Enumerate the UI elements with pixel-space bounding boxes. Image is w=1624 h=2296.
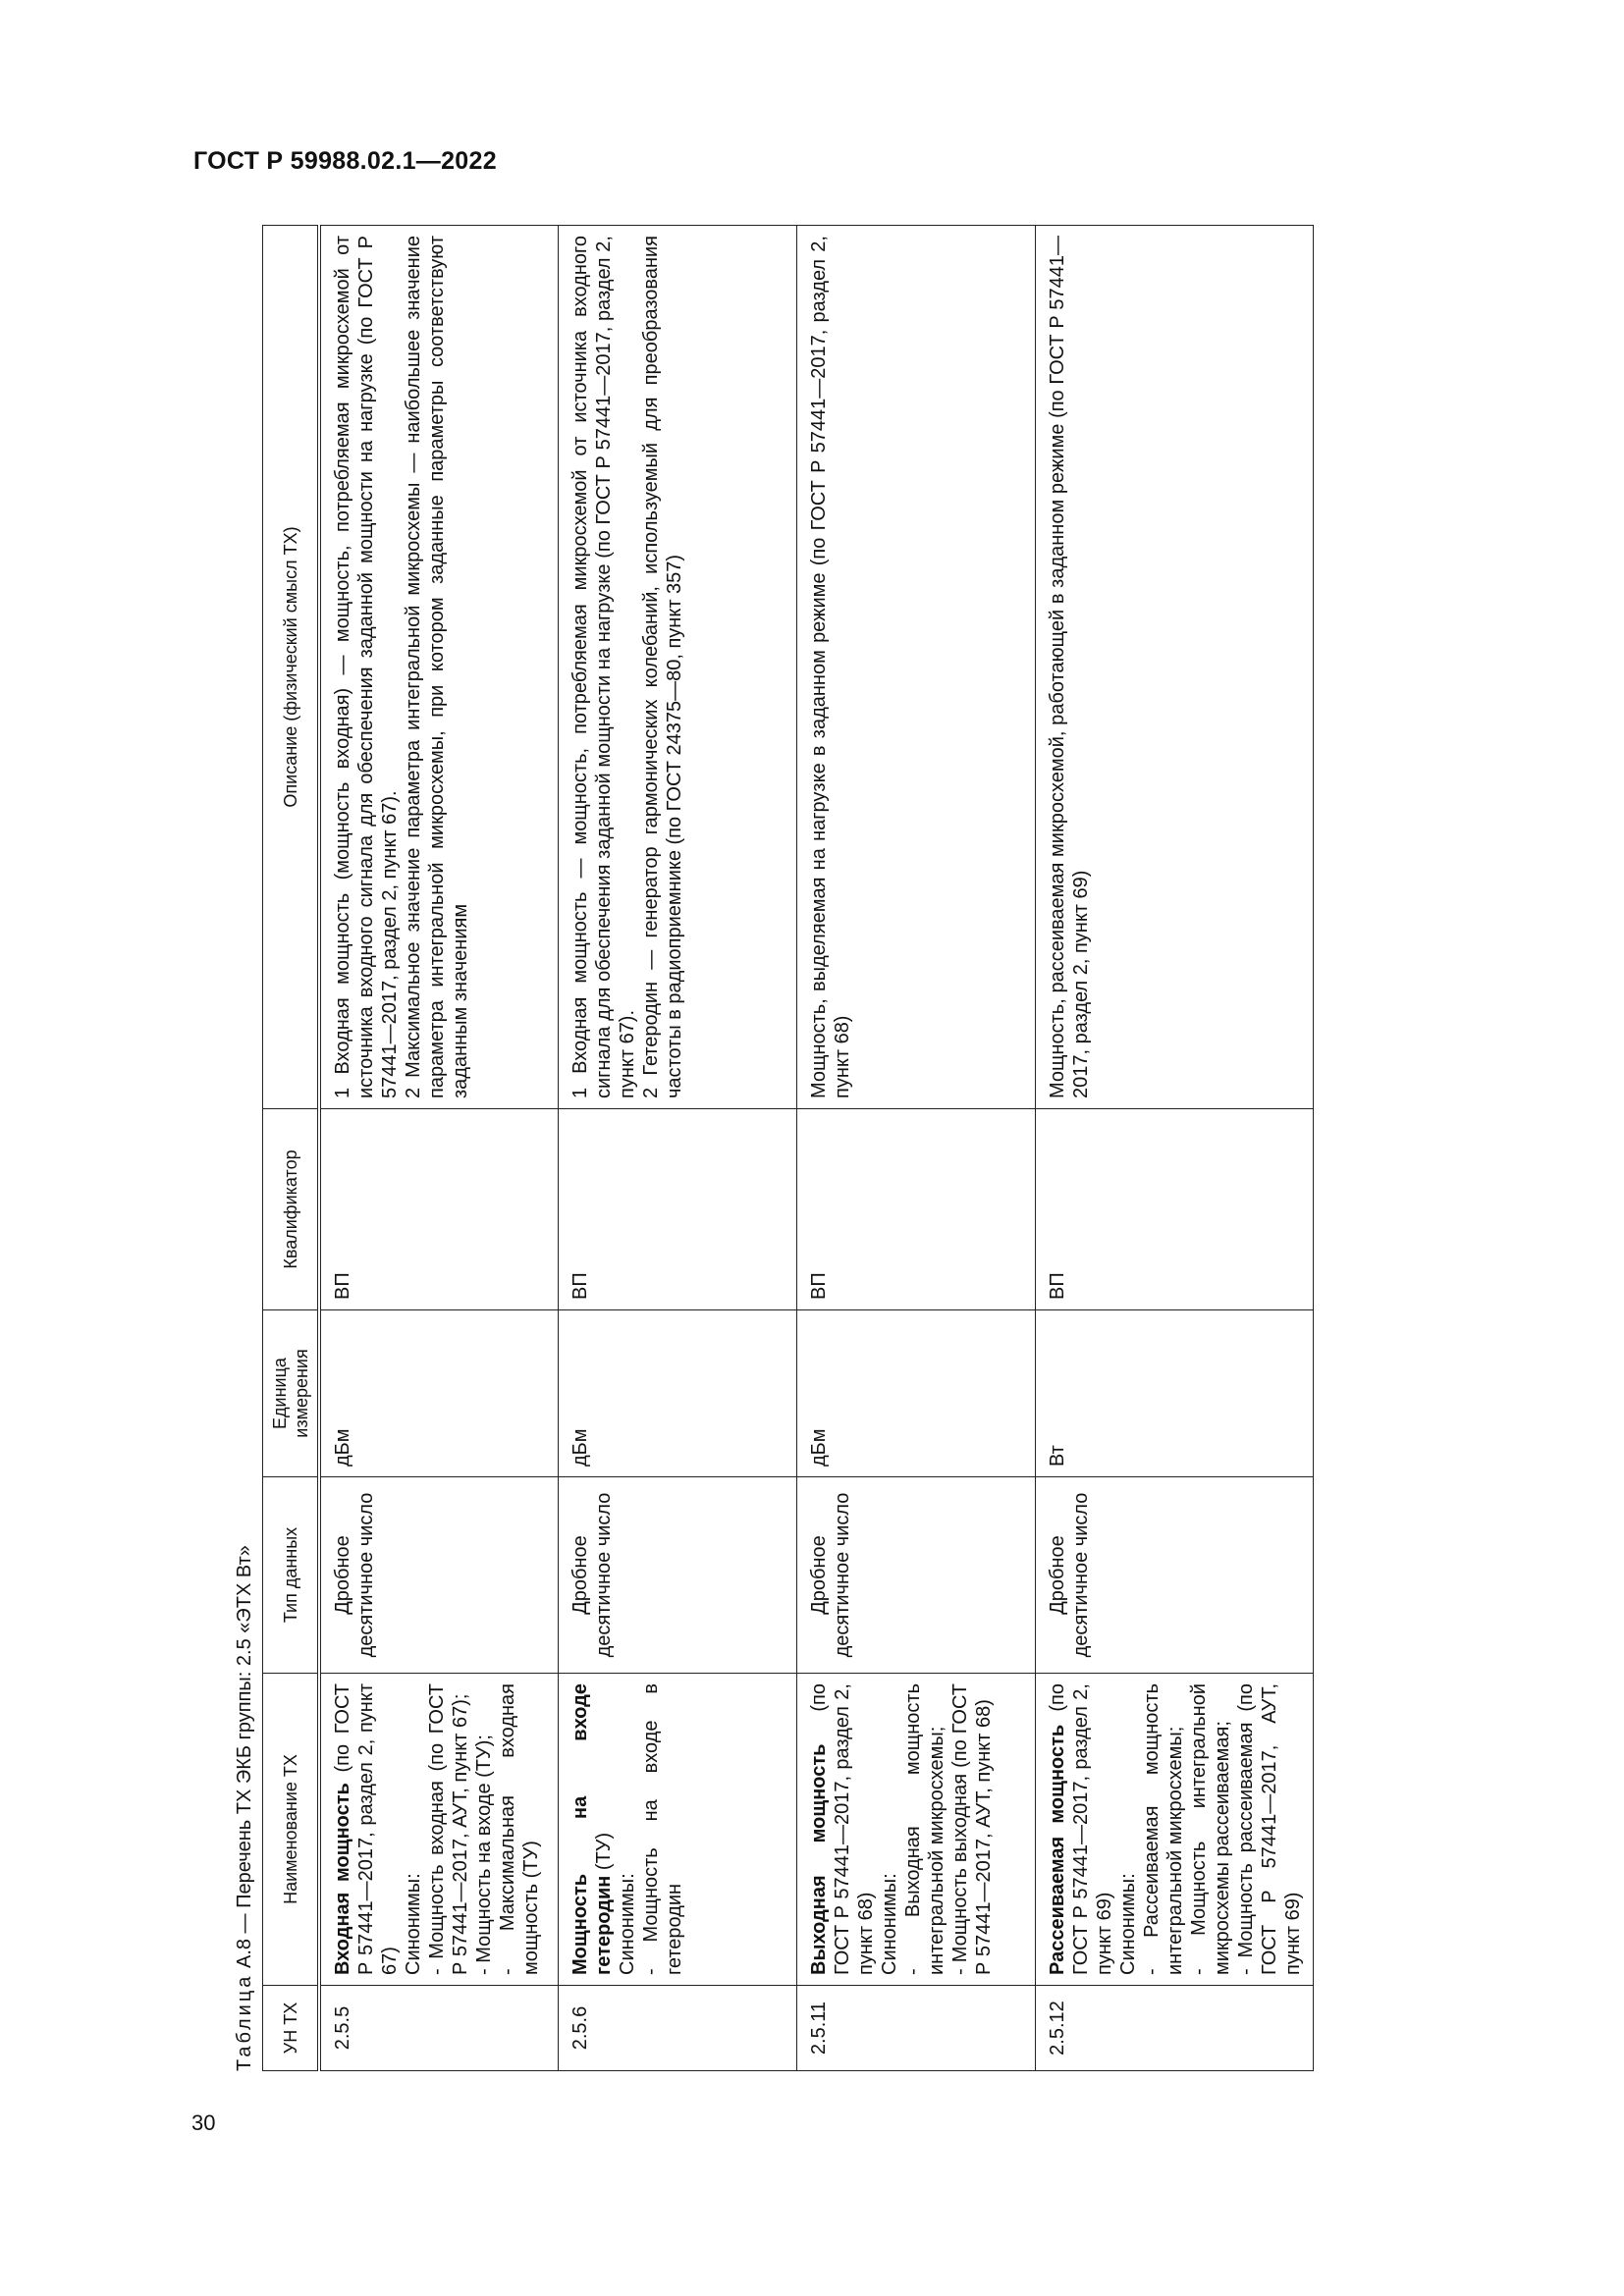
- name-bold: Мощность на входе гетеродин: [568, 1683, 615, 1975]
- synonym-item: - Рассеиваемая мощность интегральной микросхемы;: [1140, 1683, 1186, 1975]
- column-header-id: УН ТХ: [263, 1986, 320, 2071]
- cell-description: [1035, 226, 1313, 1109]
- column-header-name: Наименование ТХ: [263, 1674, 320, 1986]
- column-header-description: Описание (физический смысл ТХ): [263, 226, 320, 1109]
- description-paragraph: Мощность, рассеиваемая микросхемой, работающей в заданном режиме (по ГОСТ Р 57441—2017, раздел 2, пункт 69): [1046, 236, 1092, 1098]
- name-source: (по ГОСТ Р 57441—2017, раздел 2, пункт 69): [1046, 1683, 1115, 1975]
- synonym-item: - Мощность входная (по ГОСТ Р 57441—2017, АУТ, пункт 67);: [426, 1683, 471, 1975]
- description-paragraph: 2 Гетеродин — генератор гармонических колебаний, используемый для преобразования частоты в радиоприемнике (по ГОСТ 24375—80, пункт 357): [639, 236, 685, 1098]
- cell-unit: дБм: [319, 1310, 558, 1477]
- rotated-table-block: [231, 226, 1306, 2071]
- cell-id: 2.5.6: [558, 1986, 796, 2071]
- name-source: (ТУ): [592, 1832, 615, 1876]
- synonym-item: - Выходная мощность интегральной микросхемы;: [901, 1683, 947, 1975]
- cell-name: [319, 1674, 558, 1986]
- table-caption-prefix: Таблица: [234, 1973, 255, 2071]
- cell-id: 2.5.5: [319, 1986, 558, 2071]
- synonyms-label: Синонимы:: [1116, 1873, 1139, 1975]
- description-paragraph: 1 Входная мощность — мощность, потребляемая микросхемой от источника входного сигнала для обеспечения заданной мощности на нагрузке (по ГОСТ Р 57441—2017, раздел 2, пункт 67).: [568, 236, 638, 1098]
- characteristics-table: [262, 225, 1314, 2071]
- synonyms-label: Синонимы:: [616, 1873, 638, 1975]
- synonyms-label: Синонимы:: [403, 1873, 424, 1975]
- synonym-item: - Мощность на входе (ТУ);: [473, 1735, 495, 1975]
- synonym-item: - Максимальная входная мощность (ТУ): [497, 1683, 542, 1975]
- column-header-unit: Единица измерения: [263, 1310, 320, 1477]
- synonym-item: - Мощность рассеиваемая (по ГОСТ Р 57441—2017, АУТ, пункт 69): [1234, 1683, 1304, 1975]
- cell-unit: дБм: [558, 1310, 796, 1477]
- column-header-data-type: Тип данных: [263, 1477, 320, 1674]
- cell-id: 2.5.11: [796, 1986, 1035, 2071]
- cell-qualifier: ВП: [558, 1109, 796, 1310]
- column-header-qualifier: Квалификатор: [263, 1109, 320, 1310]
- cell-name: [558, 1674, 796, 1986]
- cell-description: [319, 226, 558, 1109]
- table-row: [558, 226, 796, 2071]
- cell-unit: Вт: [1035, 1310, 1313, 1477]
- table-caption: [231, 1545, 258, 2071]
- cell-description: [558, 226, 796, 1109]
- table-caption-text: А.8 — Перечень ТХ ЭКБ группы: 2.5 «ЭТХ Вт»: [234, 1545, 255, 1974]
- cell-name: [1035, 1674, 1313, 1986]
- name-bold: Входная мощность: [332, 1783, 353, 1975]
- cell-data-type: Дробное десятичное число: [558, 1477, 796, 1674]
- synonym-item: - Мощность интегральной микросхемы рассеиваемая;: [1187, 1683, 1233, 1975]
- table-row: [796, 226, 1035, 2071]
- document-header: ГОСТ Р 59988.02.1—2022: [193, 147, 497, 175]
- table-row: [1035, 226, 1313, 2071]
- description-paragraph: 2 Максимальное значение параметра интегральной микросхемы — наибольшее значение параметра интегральной микросхемы, при котором заданные параметры соответствуют заданным значениям: [403, 236, 471, 1098]
- name-bold: Выходная мощность: [807, 1743, 830, 1975]
- cell-qualifier: ВП: [319, 1109, 558, 1310]
- synonym-item: - Мощность на входе в гетеродин: [639, 1683, 685, 1975]
- cell-name: [796, 1674, 1035, 1986]
- name-bold: Рассеиваемая мощность: [1046, 1724, 1068, 1975]
- synonyms-label: Синонимы:: [878, 1873, 900, 1975]
- cell-id: 2.5.12: [1035, 1986, 1313, 2071]
- cell-unit: дБм: [796, 1310, 1035, 1477]
- synonym-item: - Мощность выходная (по ГОСТ Р 57441—2017, АУТ, пункт 68): [948, 1683, 995, 1975]
- description-paragraph: 1 Входная мощность (мощность входная) — мощность, потребляемая микросхемой от источника входного сигнала для обеспечения заданной мощности на нагрузке (по ГОСТ Р 57441—2017, раздел 2, пункт 67).: [332, 236, 401, 1098]
- table-header-row: [263, 226, 320, 2071]
- name-source: (по ГОСТ Р 57441—2017, раздел 2, пункт 67): [332, 1683, 401, 1975]
- cell-data-type: Дробное десятичное число: [796, 1477, 1035, 1674]
- cell-qualifier: ВП: [796, 1109, 1035, 1310]
- cell-data-type: Дробное десятичное число: [1035, 1477, 1313, 1674]
- cell-description: [796, 226, 1035, 1109]
- cell-data-type: Дробное десятичное число: [319, 1477, 558, 1674]
- page-number: 30: [191, 2110, 216, 2135]
- description-paragraph: Мощность, выделяемая на нагрузке в заданном режиме (по ГОСТ Р 57441—2017, раздел 2, пункт 68): [807, 236, 853, 1098]
- name-source: (по ГОСТ Р 57441—2017, раздел 2, пункт 68): [807, 1683, 877, 1975]
- cell-qualifier: ВП: [1035, 1109, 1313, 1310]
- table-row: [319, 226, 558, 2071]
